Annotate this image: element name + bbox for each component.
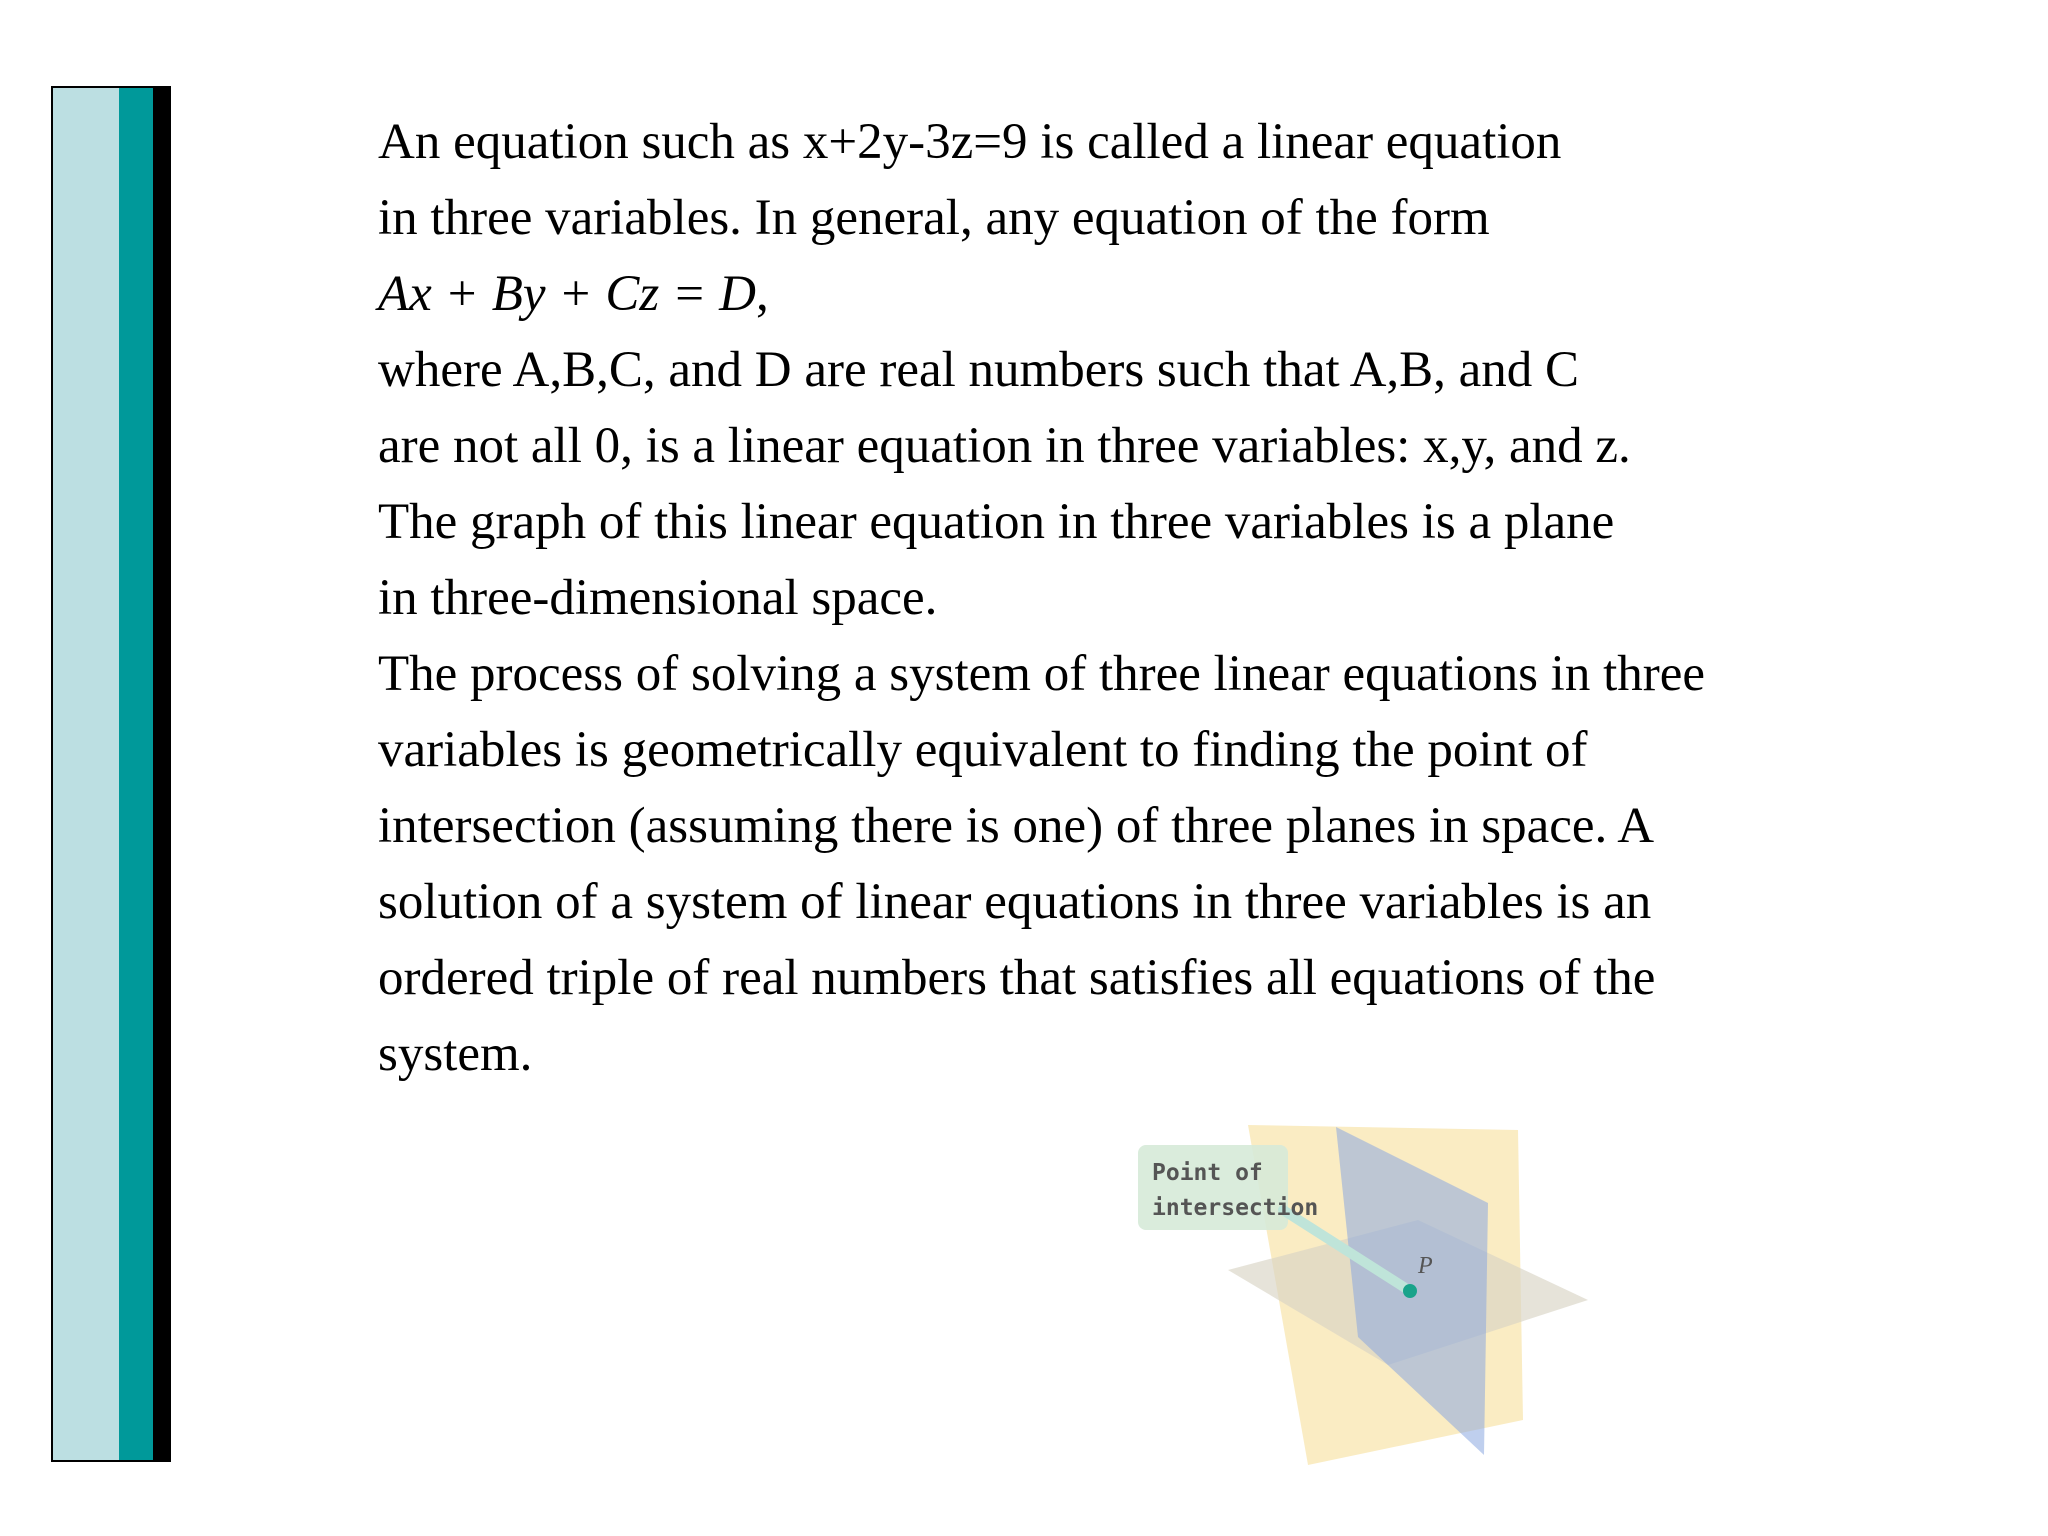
callout-line1: Point of bbox=[1152, 1160, 1263, 1186]
sidebar-teal-bar bbox=[119, 86, 155, 1462]
three-planes-illustration bbox=[1118, 1075, 1598, 1475]
paragraph1-line6: The graph of this linear equation in three variables is a plane bbox=[378, 494, 1615, 550]
paragraph2-line6: system. bbox=[378, 1026, 533, 1082]
decorative-sidebar bbox=[51, 86, 171, 1462]
general-equation bbox=[378, 256, 1758, 332]
three-planes-figure bbox=[1118, 1075, 1598, 1475]
paragraph2-line5: ordered triple of real numbers that satisfies all equations of the bbox=[378, 950, 1656, 1006]
paragraph1-line2: in three variables. In general, any equation of the form bbox=[378, 190, 1490, 246]
slide-body-text bbox=[378, 104, 1758, 1092]
sidebar-light-bar bbox=[51, 86, 121, 1462]
paragraph2-line2: variables is geometrically equivalent to finding the point of bbox=[378, 722, 1588, 778]
paragraph1-line1: An equation such as x+2y-3z=9 is called a linear equation bbox=[378, 114, 1562, 170]
paragraph2-line4: solution of a system of linear equations in three variables is an bbox=[378, 874, 1652, 930]
paragraph2-line1: The process of solving a system of three linear equations in three bbox=[378, 646, 1706, 702]
paragraph1-line5: are not all 0, is a linear equation in three variables: x,y, and z. bbox=[378, 418, 1631, 474]
callout-line2: intersection bbox=[1152, 1195, 1319, 1221]
intersection-point bbox=[1403, 1284, 1417, 1298]
paragraph2-line3: intersection (assuming there is one) of three planes in space. A bbox=[378, 798, 1655, 854]
general-equation-formula: Ax + By + Cz = D bbox=[378, 266, 757, 322]
sidebar-black-bar bbox=[155, 86, 171, 1462]
general-equation-punct: , bbox=[756, 266, 769, 322]
point-label: P bbox=[1418, 1253, 1433, 1279]
paragraph1-line7: in three-dimensional space. bbox=[378, 570, 938, 626]
paragraph1-line4: where A,B,C, and D are real numbers such that A,B, and C bbox=[378, 342, 1580, 398]
